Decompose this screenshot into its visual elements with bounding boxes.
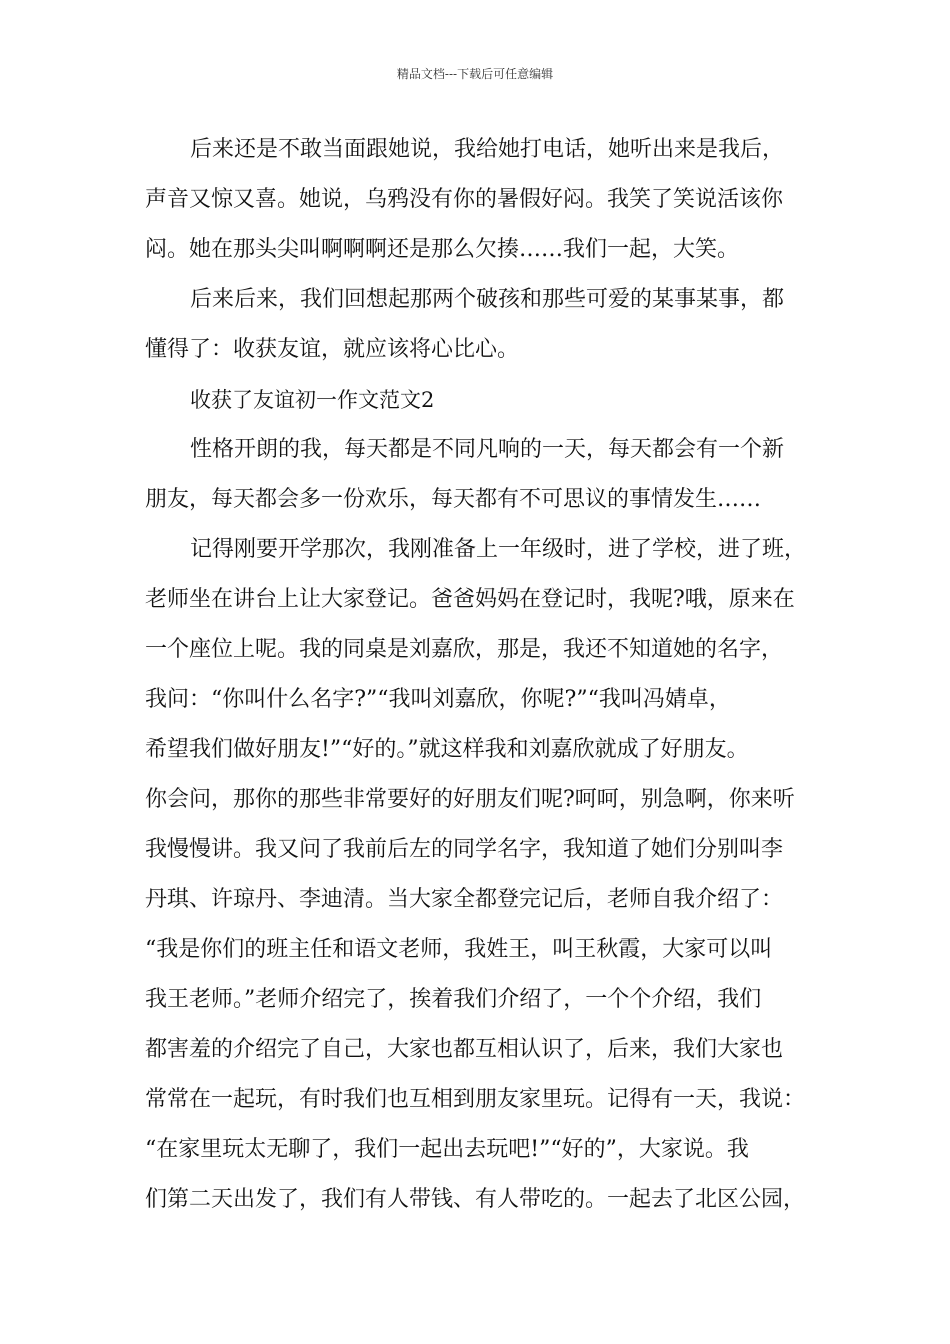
text-line: 一个座位上呢。我的同桌是刘嘉欣，那是，我还不知道她的名字， xyxy=(145,637,784,662)
text-line: 都害羞的介绍完了自己，大家也都互相认识了，后来，我们大家也 xyxy=(145,1037,784,1062)
text-line: 朋友，每天都会多一份欢乐，每天都有不可思议的事情发生…… xyxy=(145,487,762,512)
text-line: 常常在一起玩，有时我们也互相到朋友家里玩。记得有一天，我说： xyxy=(145,1087,806,1112)
text-line: “我是你们的班主任和语文老师，我姓王，叫王秋霞，大家可以叫 xyxy=(145,937,773,962)
text-line: 们第二天出发了，我们有人带钱、有人带吃的。一起去了北区公园， xyxy=(145,1187,806,1212)
page-header: 精品文档---下载后可任意编辑 xyxy=(396,67,554,81)
text-line: 性格开朗的我，每天都是不同凡响的一天，每天都会有一个新 xyxy=(190,437,785,462)
document-body xyxy=(145,125,810,1225)
text-line: 希望我们做好朋友!”“好的。”就这样我和刘嘉欣就成了好朋友。 xyxy=(145,737,749,762)
text-line: 我慢慢讲。我又问了我前后左的同学名字，我知道了她们分别叫李 xyxy=(145,837,784,862)
text-line: 后来还是不敢当面跟她说，我给她打电话，她听出来是我后， xyxy=(190,137,785,162)
text-line: 声音又惊又喜。她说，乌鸦没有你的暑假好闷。我笑了笑说活该你 xyxy=(145,187,784,212)
text-line: 我王老师。”老师介绍完了，挨着我们介绍了，一个个介绍，我们 xyxy=(145,987,762,1012)
text-line: “在家里玩太无聊了，我们一起出去玩吧!”“好的”，大家说。我 xyxy=(145,1137,749,1162)
text-line: 后来后来，我们回想起那两个破孩和那些可爱的某事某事，都 xyxy=(190,287,785,312)
text-line: 我问：“你叫什么名字?”“我叫刘嘉欣，你呢?”“我叫冯婧卓， xyxy=(145,687,731,712)
text-line: 懂得了：收获友谊，就应该将心比心。 xyxy=(145,337,520,362)
text-line: 丹琪、许琼丹、李迪清。当大家全都登完记后，老师自我介绍了： xyxy=(145,887,784,912)
text-line: 闷。她在那头尖叫啊啊啊还是那么欠揍……我们一起，大笑。 xyxy=(145,237,740,262)
text-line: 老师坐在讲台上让大家登记。爸爸妈妈在登记时，我呢?哦，原来在 xyxy=(145,587,795,612)
section-heading: 收获了友谊初一作文范文2 xyxy=(190,388,435,412)
text-line: 你会问，那你的那些非常要好的好朋友们呢?呵呵，别急啊，你来听 xyxy=(145,787,795,812)
text-line: 记得刚要开学那次，我刚准备上一年级时，进了学校，进了班， xyxy=(190,537,807,562)
